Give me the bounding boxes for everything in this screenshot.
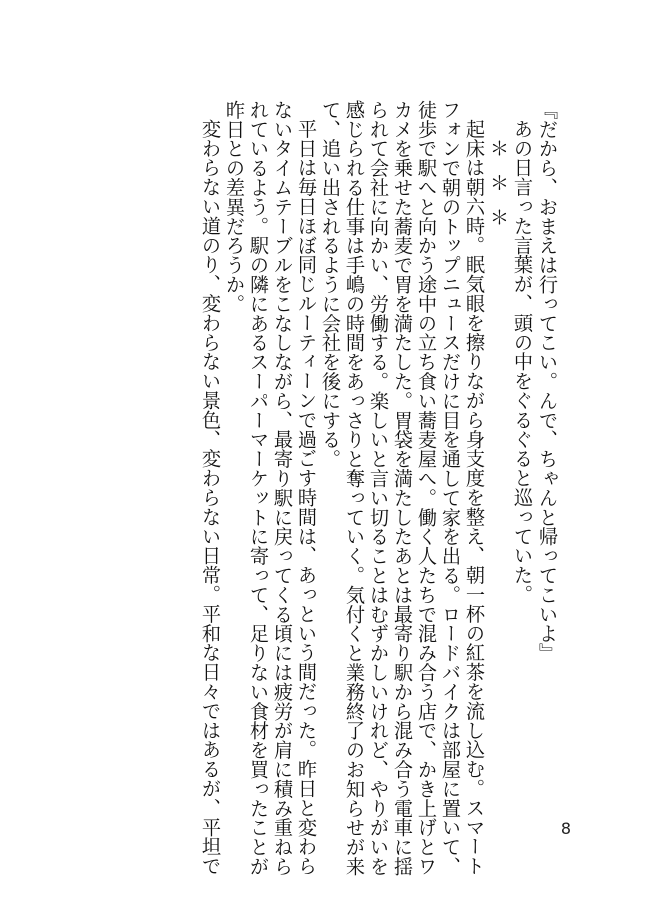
text-line: 平日は毎日ほぼ同じルーティーンで過ごす時間は、あっという間だった。昨日と変わら xyxy=(295,119,318,876)
text-line: られて会社に向かい、労働する。楽しいと言い切ることはむずかしいけれど、やりがいを xyxy=(367,100,390,876)
page-number: 8 xyxy=(560,819,571,838)
text-line: て、追い出されるように会社を後にする。 xyxy=(319,100,342,469)
text-line: カメを乗せた蕎麦で胃を満たした。胃袋を満たしたあとは最寄り駅から混み合う電車に揺 xyxy=(391,100,414,876)
text-line: 昨日との差異だろうか。 xyxy=(223,100,246,314)
text-line: 起床は朝六時。眠気眼を擦りながら身支度を整え、朝一杯の紅茶を流し込む。スマート xyxy=(463,119,486,876)
page-body xyxy=(79,100,559,876)
text-line: あの日言った言葉が、頭の中をぐるぐると巡っていた。 xyxy=(511,119,534,605)
text-line: 徒歩で駅へと向かう途中の立ち食い蕎麦屋へ。働く人たちで混み合う店で、かき上げとワ xyxy=(415,100,438,876)
text-line: フォンで朝のトップニュースだけに目を通して家を出る。ロードバイクは部屋に置いて、 xyxy=(439,100,462,876)
text-line: 感じられる仕事は手嶋の時間をあっさりと奪っていく。気付くと業務終了のお知らせが来 xyxy=(343,100,366,876)
text-line: れているよう。駅の隣にあるスーパーマーケットに寄って、足りない食材を買ったことが xyxy=(247,100,270,876)
text-line: ないタイムテーブルをこなしながら、最寄り駅に戻ってくる頃には疲労が肩に積み重ねら xyxy=(271,100,294,876)
section-break: ＊＊＊ xyxy=(487,138,510,243)
text-line: 変わらない道のり、変わらない景色、変わらない日常。平和な日々ではあるが、平坦で xyxy=(199,119,222,876)
dialogue-line: 『だから、おまえは行ってこい。んで、ちゃんと帰ってこいよ』 xyxy=(536,100,559,663)
